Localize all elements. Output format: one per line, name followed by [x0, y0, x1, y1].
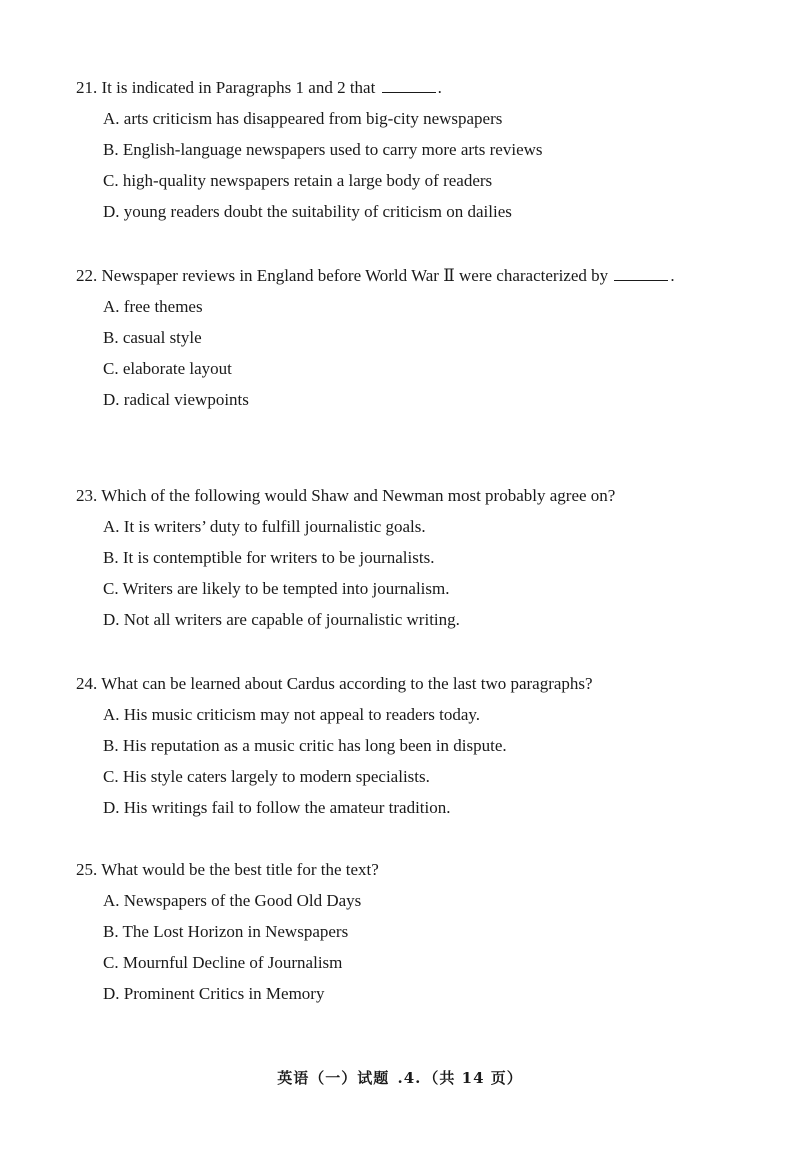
option-c: C. Mournful Decline of Journalism	[103, 953, 343, 972]
option-a: A. free themes	[103, 297, 203, 316]
options-list	[76, 699, 716, 823]
stem-text: It is indicated in Paragraphs 1 and 2 that	[101, 78, 376, 97]
footer-subject: 英语（一）试题	[277, 1069, 390, 1087]
stem-end: .	[437, 78, 442, 97]
option-a: A. arts criticism has disappeared from big-city newspapers	[103, 109, 503, 128]
option-d: D. His writings fail to follow the amateur tradition.	[103, 798, 451, 817]
option-b: B. English-language newspapers used to carry more arts reviews	[103, 140, 543, 159]
option-a: A. It is writers’ duty to fulfill journalistic goals.	[103, 517, 426, 536]
stem-text: Newspaper reviews in England before World War Ⅱ were characterized by	[101, 266, 609, 285]
stem-text: Which of the following would Shaw and Newman most probably agree on?	[101, 486, 616, 505]
question-22	[76, 260, 702, 415]
options-list	[76, 511, 716, 635]
question-number: 22.	[76, 266, 98, 285]
footer-page-number: .4.	[397, 1069, 422, 1087]
option-b: B. The Lost Horizon in Newspapers	[103, 922, 349, 941]
question-number: 23.	[76, 486, 98, 505]
question-24	[76, 668, 716, 823]
question-number: 21.	[76, 78, 98, 97]
option-d: D. young readers doubt the suitability of criticism on dailies	[103, 202, 512, 221]
question-stem	[76, 72, 716, 103]
question-number: 25.	[76, 860, 98, 879]
options-list	[76, 103, 716, 227]
question-stem	[76, 260, 702, 291]
answer-blank	[614, 266, 668, 281]
question-23	[76, 480, 716, 635]
option-b: B. His reputation as a music critic has long been in dispute.	[103, 736, 507, 755]
question-stem	[76, 668, 716, 699]
option-d: D. Prominent Critics in Memory	[103, 984, 325, 1003]
option-a: A. His music criticism may not appeal to readers today.	[103, 705, 481, 724]
option-c: C. His style caters largely to modern specialists.	[103, 767, 430, 786]
question-number: 24.	[76, 674, 98, 693]
options-list	[76, 885, 716, 1009]
question-25	[76, 854, 716, 1009]
options-list	[76, 291, 702, 415]
question-21	[76, 72, 716, 227]
option-c: C. high-quality newspapers retain a large body of readers	[103, 171, 493, 190]
answer-blank	[382, 78, 436, 93]
question-stem	[76, 854, 716, 885]
stem-text: What would be the best title for the text?	[101, 860, 379, 879]
option-d: D. radical viewpoints	[103, 390, 249, 409]
stem-end: .	[670, 266, 675, 285]
option-d: D. Not all writers are capable of journalistic writing.	[103, 610, 460, 629]
footer-total-pages: （共 14 页）	[423, 1069, 523, 1087]
option-b: B. casual style	[103, 328, 202, 347]
option-b: B. It is contemptible for writers to be journalists.	[103, 548, 435, 567]
option-a: A. Newspapers of the Good Old Days	[103, 891, 362, 910]
stem-text: What can be learned about Cardus according to the last two paragraphs?	[101, 674, 593, 693]
option-c: C. Writers are likely to be tempted into journalism.	[103, 579, 450, 598]
option-c: C. elaborate layout	[103, 359, 232, 378]
question-stem	[76, 480, 716, 511]
page-footer	[0, 1067, 800, 1088]
